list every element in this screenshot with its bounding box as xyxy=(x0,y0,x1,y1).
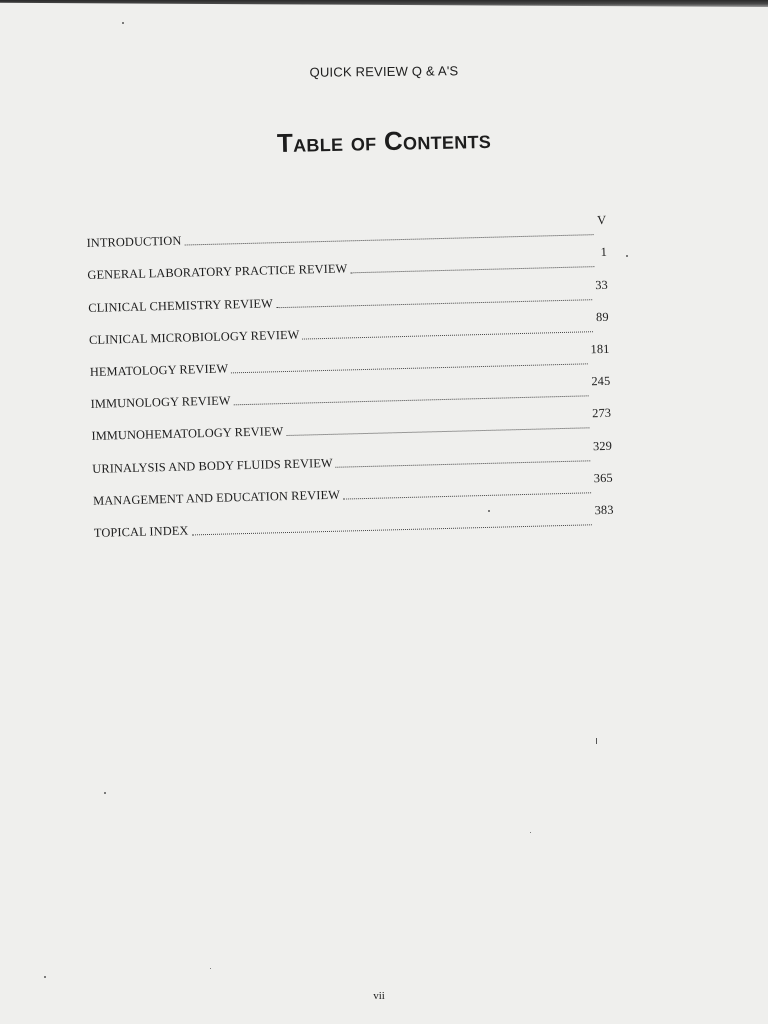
page-number: vii xyxy=(373,990,385,1002)
toc-entry-label: CLINICAL CHEMISTRY REVIEW xyxy=(88,295,274,315)
toc-entry-page: 273 xyxy=(592,406,612,421)
scan-speck xyxy=(530,832,531,833)
toc-entry-page: 1 xyxy=(600,245,608,260)
dot-leader xyxy=(192,523,592,535)
toc-entry-label: URINALYSIS AND BODY FLUIDS REVIEW xyxy=(92,455,333,476)
toc-entry-label: HEMATOLOGY REVIEW xyxy=(89,361,229,379)
scan-speck xyxy=(488,510,490,512)
toc-entry-page: 181 xyxy=(590,341,610,357)
scan-speck xyxy=(210,968,211,969)
scan-speck xyxy=(104,792,106,794)
scan-speck xyxy=(596,738,597,744)
toc-entry-label: MANAGEMENT AND EDUCATION REVIEW xyxy=(92,487,341,508)
toc-entry-page: 245 xyxy=(591,373,611,389)
toc-entry-label: CLINICAL MICROBIOLOGY REVIEW xyxy=(88,327,300,347)
toc-entry-page: 89 xyxy=(595,309,609,324)
scan-speck xyxy=(122,22,124,24)
toc-entry-label: INTRODUCTION xyxy=(86,233,182,251)
toc-entry-page: 33 xyxy=(595,277,608,292)
toc-entry-label: IMMUNOLOGY REVIEW xyxy=(90,393,231,412)
toc-entry-label: IMMUNOHEMATOLOGY REVIEW xyxy=(91,424,284,444)
table-of-contents xyxy=(86,206,614,541)
running-head: QUICK REVIEW Q & A'S xyxy=(309,63,459,80)
scan-speck xyxy=(44,976,46,978)
toc-entry-page: 365 xyxy=(593,470,613,485)
toc-entry-label: TOPICAL INDEX xyxy=(93,523,189,540)
toc-entry-label: GENERAL LABORATORY PRACTICE REVIEW xyxy=(87,261,348,283)
toc-entry-page: 383 xyxy=(594,502,614,518)
page-title: Table of Contents xyxy=(276,123,492,159)
scan-speck xyxy=(626,255,628,257)
toc-entry-page: V xyxy=(596,213,607,228)
toc-entry-page: 329 xyxy=(592,438,613,453)
